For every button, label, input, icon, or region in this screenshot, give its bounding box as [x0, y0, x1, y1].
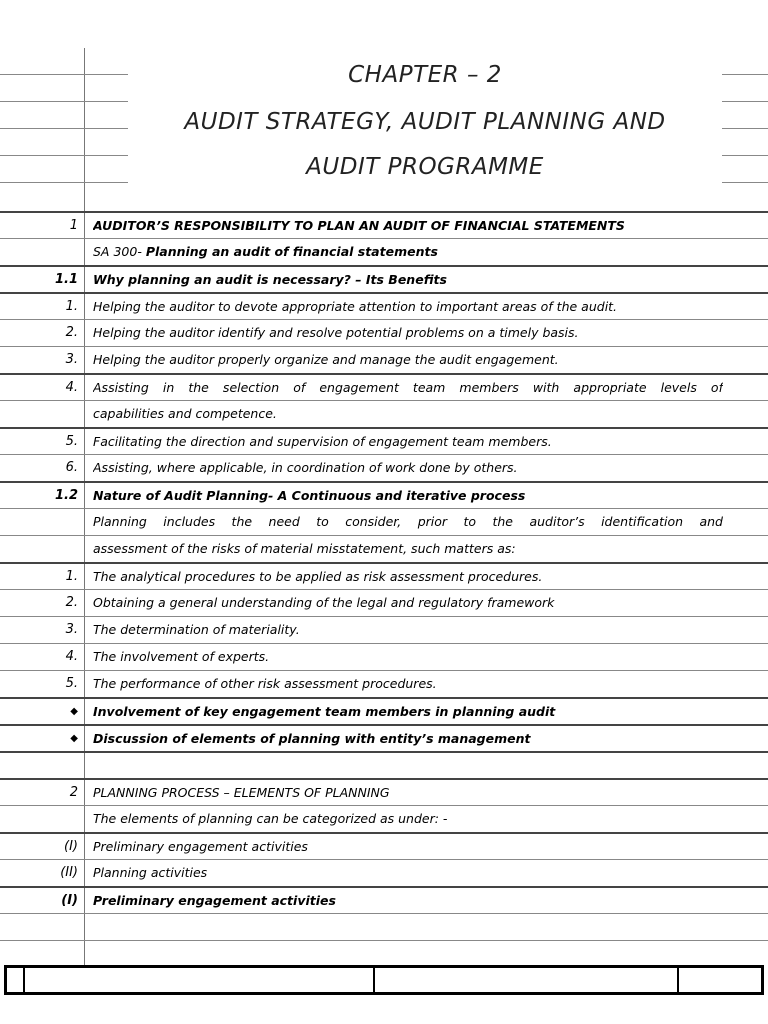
table-row-empty: [0, 913, 768, 940]
standard-reference: SA 300-: [93, 244, 146, 259]
row-text: Involvement of key engagement team members in planning audit: [93, 704, 556, 719]
row-text: Helping the auditor properly organize and manage the audit engagement.: [93, 352, 559, 367]
chapter-number: CHAPTER – 2: [348, 62, 502, 88]
table-row: [0, 211, 768, 238]
row-text: The elements of planning can be categorized as under: -: [93, 811, 448, 826]
row-number: 1.2: [54, 488, 78, 503]
row-number: 2: [69, 785, 78, 800]
table-row: [0, 886, 768, 913]
chapter-title-line-2: AUDIT PROGRAMME: [306, 154, 544, 180]
table-row: [0, 778, 768, 805]
table-row: [0, 319, 768, 346]
table-row: [0, 535, 768, 562]
row-number: 4.: [65, 649, 78, 664]
table-row: [0, 697, 768, 724]
row-number: 1: [69, 218, 78, 233]
table-row: [0, 346, 768, 373]
subsection-heading: Preliminary engagement activities: [93, 893, 336, 908]
row-number: 2.: [65, 595, 78, 610]
row-text: Assisting in the selection of engagement team members with appropriate levels of: [93, 380, 723, 395]
row-text: The determination of materiality.: [93, 622, 300, 637]
row-number: [0, 239, 78, 265]
row-text: Planning activities: [93, 865, 208, 880]
row-text: Helping the auditor identify and resolve potential problems on a timely basis.: [93, 325, 579, 340]
title-ruled-lines-left: [0, 48, 128, 210]
subsection-heading: Why planning an audit is necessary? – Its Benefits: [93, 272, 447, 287]
row-number: 1.: [65, 569, 78, 584]
table-row: [0, 481, 768, 508]
row-number: [0, 536, 78, 562]
row-number: 1.: [65, 299, 78, 314]
section-heading: PLANNING PROCESS – ELEMENTS OF PLANNING: [93, 785, 390, 800]
table-row: [0, 562, 768, 589]
row-text: The involvement of experts.: [93, 649, 270, 664]
row-number: [0, 753, 78, 779]
row-text: [93, 239, 723, 265]
table-row: [0, 454, 768, 481]
table-row: [0, 238, 768, 265]
table-row: [0, 805, 768, 832]
diamond-bullet-icon: ◆: [70, 733, 78, 744]
row-number: (II): [60, 865, 78, 880]
standard-title: Planning an audit of financial statements: [145, 244, 438, 259]
table-row: [0, 859, 768, 886]
row-text: capabilities and competence.: [93, 406, 277, 421]
row-number: [0, 509, 78, 535]
row-number: 5.: [65, 676, 78, 691]
title-ruled-lines-right: [722, 48, 768, 210]
table-row: [0, 832, 768, 859]
row-number: (I): [61, 893, 78, 908]
row-text: [93, 753, 723, 779]
row-text: The performance of other risk assessment procedures.: [93, 676, 437, 691]
table-row: [0, 373, 768, 400]
table-row-empty: [0, 751, 768, 778]
row-number: [0, 806, 78, 832]
row-text: Facilitating the direction and supervision of engagement team members.: [93, 434, 552, 449]
row-text: Assisting, where applicable, in coordination of work done by others.: [93, 460, 518, 475]
table-row: [0, 589, 768, 616]
row-text: Planning includes the need to consider, prior to the auditor’s identification and: [93, 514, 723, 529]
row-text: Discussion of elements of planning with entity’s management: [93, 731, 531, 746]
row-text: The analytical procedures to be applied as risk assessment procedures.: [93, 569, 543, 584]
page-footer-box: [4, 965, 764, 995]
row-text: Preliminary engagement activities: [93, 839, 308, 854]
row-number: 3.: [65, 352, 78, 367]
table-row: [0, 724, 768, 751]
chapter-title-line-1: AUDIT STRATEGY, AUDIT PLANNING AND: [184, 109, 666, 135]
row-text: Obtaining a general understanding of the legal and regulatory framework: [93, 595, 555, 610]
row-number: 4.: [65, 380, 78, 395]
footer-divider: [677, 968, 679, 992]
row-text: assessment of the risks of material misstatement, such matters as:: [93, 541, 516, 556]
row-number: 2.: [65, 325, 78, 340]
row-number: 3.: [65, 622, 78, 637]
chapter-title: [128, 48, 722, 210]
table-row: [0, 616, 768, 643]
table-row: [0, 265, 768, 292]
diamond-bullet-icon: ◆: [70, 706, 78, 717]
table-row: [0, 508, 768, 535]
row-number: 1.1: [54, 272, 78, 287]
table-row: [0, 400, 768, 427]
table-row: [0, 670, 768, 697]
row-number: 6.: [65, 460, 78, 475]
subsection-heading: Nature of Audit Planning- A Continuous and iterative process: [93, 488, 526, 503]
table-row: [0, 427, 768, 454]
row-number: (I): [64, 839, 78, 854]
row-text: Helping the auditor to devote appropriate attention to important areas of the audit.: [93, 299, 618, 314]
footer-divider: [23, 968, 25, 992]
table-row: [0, 292, 768, 319]
table-row: [0, 643, 768, 670]
row-number: 5.: [65, 434, 78, 449]
section-heading: AUDITOR’S RESPONSIBILITY TO PLAN AN AUDIT OF FINANCIAL STATEMENTS: [93, 218, 625, 233]
row-number: [0, 401, 78, 427]
table-row-empty: [0, 940, 768, 967]
footer-divider: [373, 968, 375, 992]
